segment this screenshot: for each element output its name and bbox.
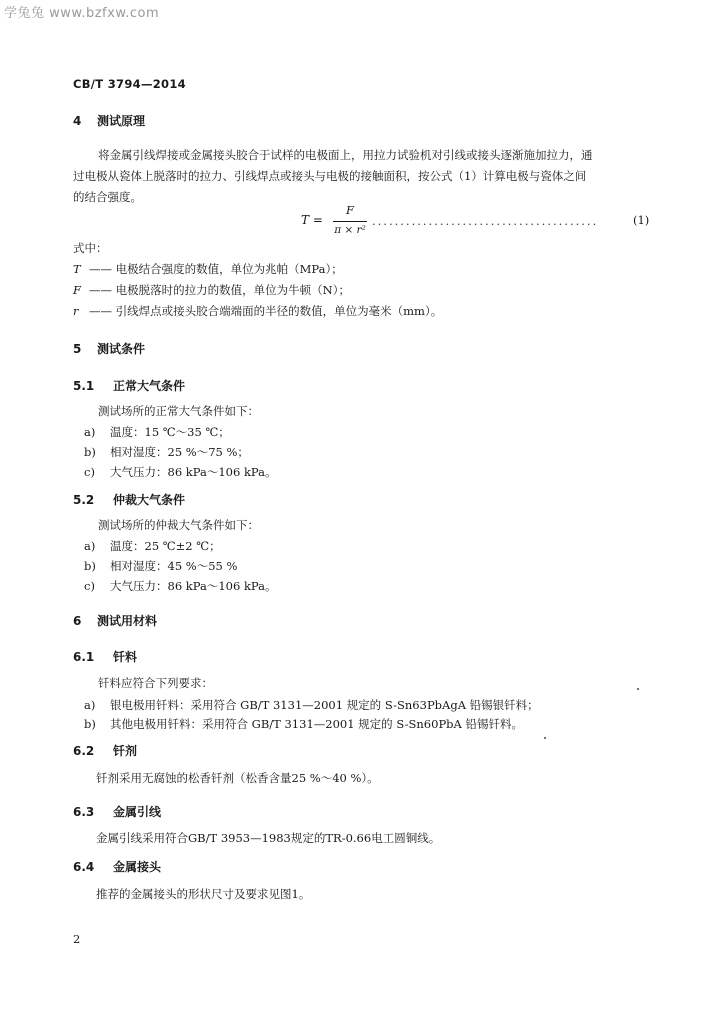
subsection-number: 6.3 [73,805,95,819]
variable-symbol: r [73,304,79,318]
scan-speck [544,737,546,739]
list-marker: a) [84,539,96,553]
variable-definition [73,301,442,322]
variable-symbol: T [73,262,81,276]
list-item-text: 其他电极用钎料：采用符合 GB/T 3131—2001 规定的 S-Sn60PbA 铅锡钎料。 [110,717,523,731]
paragraph: 金属引线采用符合GB/T 3953—1983规定的TR-0.66电工圆铜线。 [96,831,441,845]
paragraph-line: 过电极从瓷体上脱落时的拉力、引线焊点或接头与电极的接触面积，按公式（1）计算电极与瓷体之间 [73,169,587,183]
list-item [84,444,249,460]
section-5-2-heading [73,491,185,508]
section-4-heading [73,112,145,129]
list-item [84,538,221,554]
scan-speck [637,688,639,690]
watermark: 学兔兔 www.bzfxw.com [4,6,160,21]
subsection-number: 6.2 [73,744,95,758]
paragraph: 钎剂采用无腐蚀的松香钎剂（松香含量25 %～40 %）。 [96,771,379,785]
list-marker: a) [84,698,96,712]
variable-symbol: F [73,283,81,297]
list-item-text: 温度：15 ℃～35 ℃； [110,425,230,439]
list-item-text: 温度：25 ℃±2 ℃； [110,539,221,553]
formula-leader-dots: ........................................ [372,214,599,228]
variable-description: —— 电极结合强度的数值，单位为兆帕（MPa）； [89,262,343,276]
section-number: 6 [73,614,82,628]
formula-number: (1) [633,213,650,227]
subsection-number: 5.2 [73,493,95,507]
section-6-2-heading [73,742,137,759]
list-item [84,464,277,480]
formula-denominator: π × r² [334,224,366,236]
page-number: 2 [73,932,81,946]
list-item [84,558,237,574]
subsection-title: 钎剂 [113,744,138,758]
list-marker: b) [84,717,96,731]
standard-code: CB/T 3794—2014 [73,77,186,91]
list-item [84,578,277,594]
list-item-text: 银电极用钎料：采用符合 GB/T 3131—2001 规定的 S-Sn63PbAgA 铅锡银钎料； [110,698,539,712]
subsection-number: 6.1 [73,650,95,664]
list-item [84,697,539,713]
paragraph-line: 的结合强度。 [73,190,142,204]
variable-description: —— 电极脱落时的拉力的数值，单位为牛顿（N）； [89,283,350,297]
subsection-title: 正常大气条件 [113,379,186,393]
section-title: 测试用材料 [97,614,158,628]
paragraph: 测试场所的正常大气条件如下： [98,404,259,418]
paragraph: 测试场所的仲裁大气条件如下： [98,518,259,532]
variable-definition [73,259,343,280]
paragraph: 推荐的金属接头的形状尺寸及要求见图1。 [96,887,311,901]
section-6-4-heading [73,858,161,875]
list-item-text: 相对湿度：45 %～55 % [110,559,238,573]
section-6-3-heading [73,803,161,820]
fraction-bar [333,221,367,222]
section-5-heading [73,340,145,357]
variable-description: —— 引线焊点或接头胶合端端面的半径的数值，单位为毫米（mm）。 [89,304,443,318]
where-label: 式中： [73,241,108,255]
subsection-number: 5.1 [73,379,95,393]
list-item-text: 大气压力：86 kPa～106 kPa。 [110,579,277,593]
list-marker: c) [84,465,95,479]
subsection-title: 仲裁大气条件 [113,493,186,507]
list-marker: a) [84,425,96,439]
section-number: 5 [73,342,82,356]
subsection-title: 钎料 [113,650,138,664]
list-marker: c) [84,579,95,593]
list-item [84,424,230,440]
section-title: 测试原理 [97,114,146,128]
subsection-title: 金属接头 [113,860,162,874]
subsection-number: 6.4 [73,860,95,874]
list-item-text: 相对湿度：25 %～75 %； [110,445,249,459]
formula-numerator: F [346,203,354,217]
list-marker: b) [84,445,96,459]
section-number: 4 [73,114,82,128]
section-6-heading [73,612,157,629]
formula-lhs: T = [301,213,323,227]
subsection-title: 金属引线 [113,805,162,819]
section-5-1-heading [73,377,185,394]
list-marker: b) [84,559,96,573]
section-6-1-heading [73,648,137,665]
variable-definition [73,280,350,301]
list-item [84,716,523,732]
paragraph-line: 将金属引线焊接或金属接头胶合于试样的电极面上，用拉力试验机对引线或接头逐渐施加拉力，通 [98,148,593,162]
section-title: 测试条件 [97,342,146,356]
paragraph: 钎料应符合下列要求： [98,676,213,690]
list-item-text: 大气压力：86 kPa～106 kPa。 [110,465,277,479]
